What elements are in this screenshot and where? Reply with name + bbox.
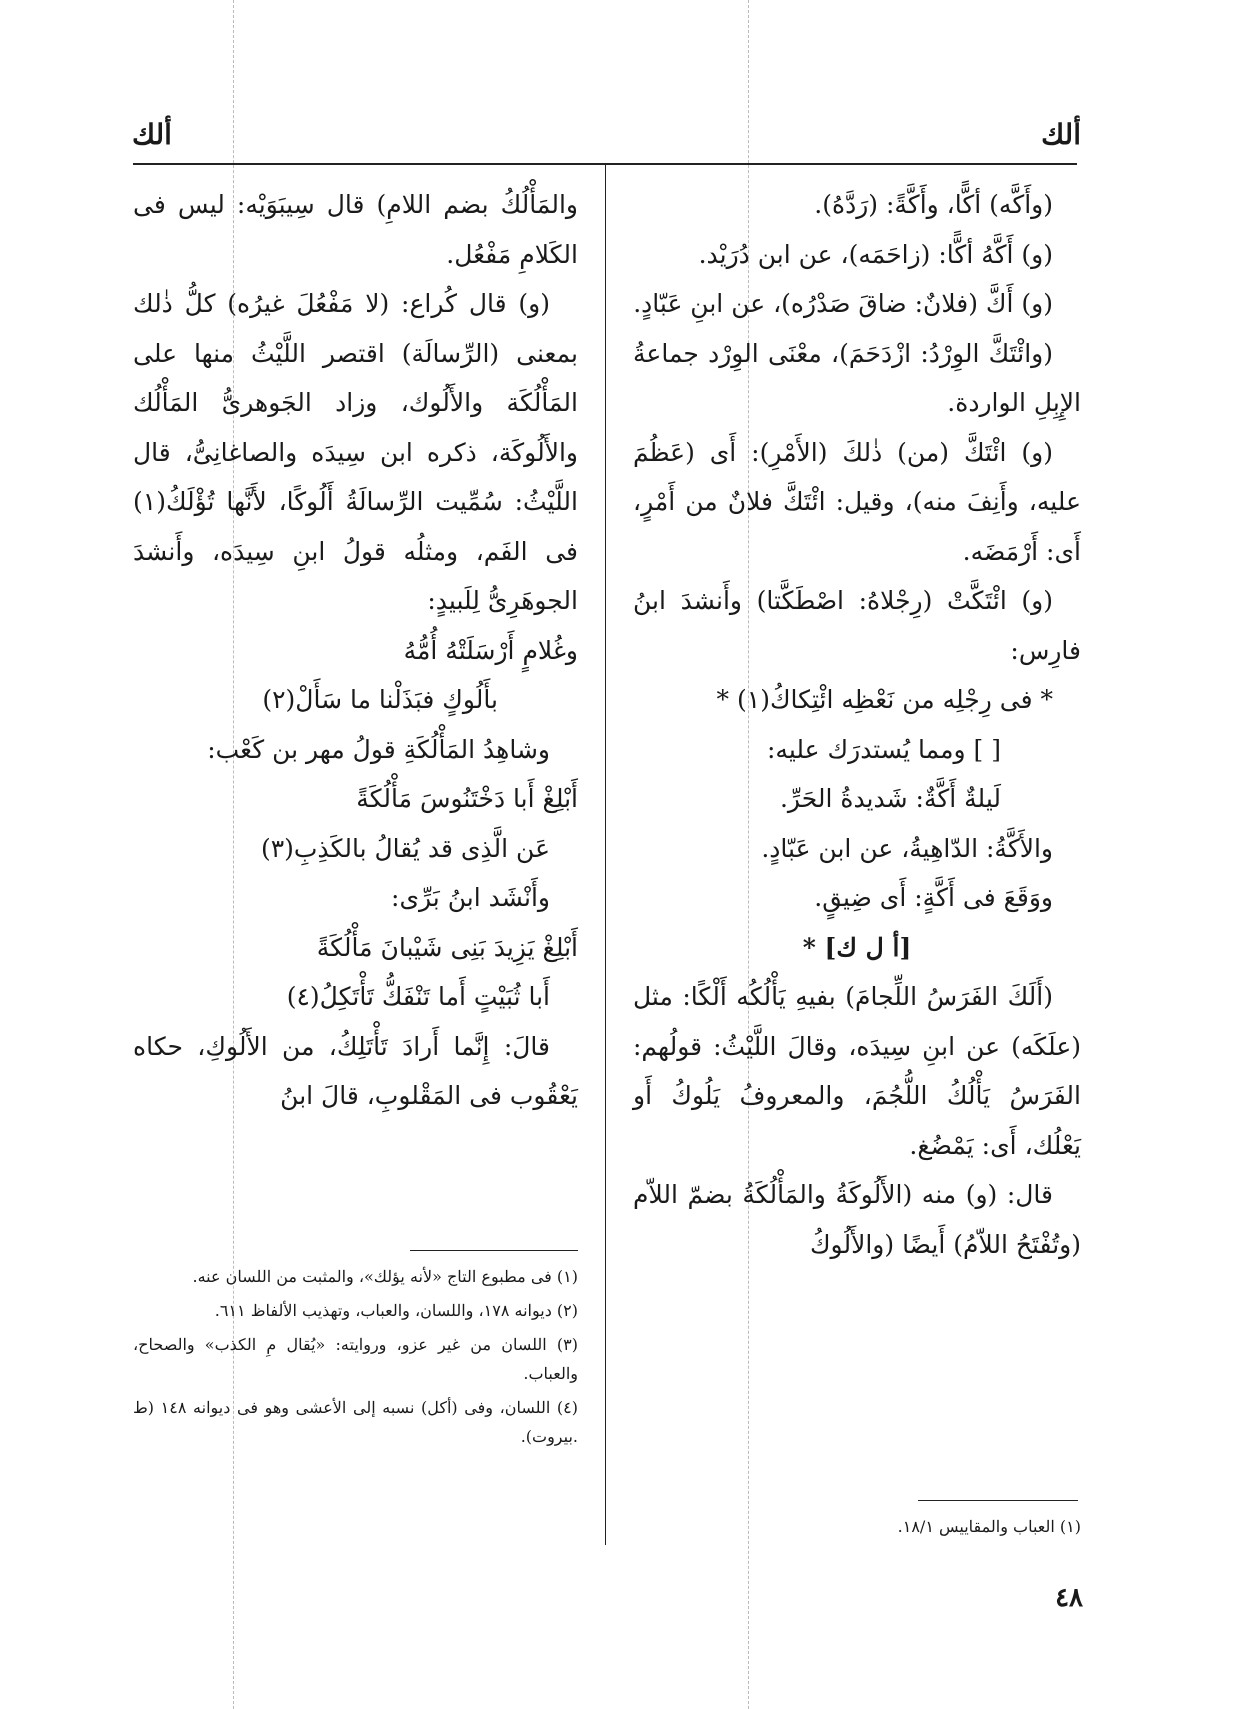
column-divider (605, 165, 606, 1545)
footnotes-left (133, 1262, 578, 1456)
entry-line: (و) ائْتَكَّتْ (رِجْلاهُ: اصْطَكَّتا) وأَنشدَ ابنُ فارِس: (633, 586, 1081, 665)
verse-line: وغُلامٍ أَرْسَلَتْهُ أُمُّهُ (403, 635, 578, 665)
verse-line: أَبْلِغْ أَبا دَخْتَنُوسَ مَأْلُكَةً (356, 784, 578, 813)
entry-line: وأَنْشَد ابنُ بَرِّى: (391, 883, 550, 912)
page-number: ٤٨ (1055, 1583, 1083, 1613)
entry-line: لَيلةٌ أَكَّةٌ: شَديدةُ الحَرِّ. (779, 784, 1001, 813)
entry-line: (وأَكَّه) أكًّا، وأَكَّةً: (رَدَّهُ). (814, 190, 1053, 219)
footnote: (١) فى مطبوع التاج «لأنه يؤلك»، والمثبت من اللسان عنه. (192, 1267, 578, 1286)
entry-line: والأَكَّةُ: الدّاهِيةُ، عن ابن عَبّادٍ. (761, 833, 1053, 863)
footnote: (٣) اللسان من غير عزو، وروايته: «يُقال مِ الكذب» والصحاح، والعباب. (133, 1335, 578, 1383)
right-column (633, 180, 1081, 1269)
verse-line: * فى رِجْلِه من نَعْظِه ائْتِكاكُ(١) * (716, 685, 1053, 714)
footnote-rule (918, 1500, 1078, 1501)
footnote: (٢) ديوانه ١٧٨، واللسان، والعباب، وتهذيب الألفاظ ٦١١. (214, 1301, 578, 1320)
left-column (133, 180, 578, 1121)
entry-line: (وائْتَكَّ الوِرْدُ: ازْدَحَمَ)، معْنَى الوِرْد جماعةُ الإِبِلِ الواردة. (633, 338, 1081, 417)
entry-line: (و) ائْتَكَّ (من) ذٰلكَ (الأَمْرِ): أَى (عَظُمَ عليه، وأَنِفَ منه)، وقيل: ائْتَكَّ فلانٌ من أَمْرٍ، أَى: أَرْمَضَه. (633, 437, 1081, 566)
entry-line: (و) قال كُراع: (لا مَفْعُلَ غيرُه) كلُّ ذٰلك بمعنى (الرِّسالَة) اقتصر اللَّيْثُ منها على المَأْلُكَة والأَلُوك، وزاد الجَوهرىُّ المَأْلُك والأَلُوكَة، ذكره ابن سِيدَه والصاغانِىُّ، قال اللَّيْثُ: سُمِّيت الرِّسالَةُ أَلُوكًا، لأَنَّها تُؤْلَكُ(١) فى الفَم، ومثلُه قولُ ابنِ سِيدَه، وأَنشدَ الجوهَرِىُّ لِلَبيدٍ: (133, 289, 578, 615)
footnotes-right (641, 1512, 1081, 1546)
verse-line: أَبا ثُبَيْتٍ أَما تَنْفَكُّ تَأْتَكِلُ(٤) (286, 982, 550, 1011)
footnote: (١) العباب والمقاييس ١٨/١. (897, 1517, 1081, 1536)
footnote-rule (410, 1250, 578, 1251)
entry-line: (و) أَكَّ (فلانٌ: ضاقَ صَدْرُه)، عن ابنِ عَبّادٍ. (633, 289, 1053, 318)
entry-line: قال: (و) منه (الأَلُوكَةُ والمَأْلُكَةُ بضمّ اللاّم (وتُفْتَحُ اللاّمُ) أَيضًا (والأَلُوكُ (633, 1180, 1081, 1259)
entry-line: (أَلَكَ الفَرَسُ اللِّجامَ) بفيهِ يَأْلُكُه أَلْكًا: مثل (علَكَه) عن ابنِ سِيدَه، وقالَ اللَّيْثُ: قولُهم: الفَرَسُ يَأْلُكُ اللُّجُمَ، والمعروفُ يَلُوكُ أَو يَعْلُك، أَى: يَمْضُغ. (633, 982, 1081, 1160)
entry-line: ووَقَعَ فى أَكَّةٍ: أَى ضِيقٍ. (814, 883, 1053, 912)
entry-line: والمَأْلُكُ بضم اللامِ) قال سِيبَوَيْه: ليس فى الكَلامِ مَفْعُل. (133, 190, 578, 269)
entry-heading: [أ ل ك] * (802, 932, 912, 962)
verse-line: بأَلُوكٍ فبَذَلْنا ما سَأَلْ(٢) (262, 685, 498, 714)
entry-line: (و) أَكَّهُ أكًّا: (زاحَمَه)، عن ابن دُرَيْد. (698, 239, 1053, 269)
verse-line: عَن الَّذِى قد يُقالُ بالكَذِبِ(٣) (260, 833, 550, 863)
running-header-left: ألك (132, 118, 172, 151)
verse-line: أَبْلِغْ يَزِيدَ بَنِى شَيْبانَ مَأْلُكَةً (316, 932, 578, 962)
running-header-right: ألك (1041, 118, 1081, 151)
entry-line: وشاهِدُ المَأْلُكَةِ قولُ مهر بن كَعْب: (207, 734, 550, 764)
mustadrak-heading: [ ] ومما يُستدرَك عليه: (767, 734, 1001, 764)
entry-line: قالَ: إِنَّما أَرادَ تَأْتَلِكُ، من الأَلُوكِ، حكاه يَعْقُوب فى المَقْلوبِ، قالَ ابنُ (133, 1031, 578, 1110)
footnote: (٤) اللسان، وفى (أكل) نسبه إلى الأعشى وهو فى ديوانه ١٤٨ (ط .بيروت). (133, 1398, 578, 1446)
